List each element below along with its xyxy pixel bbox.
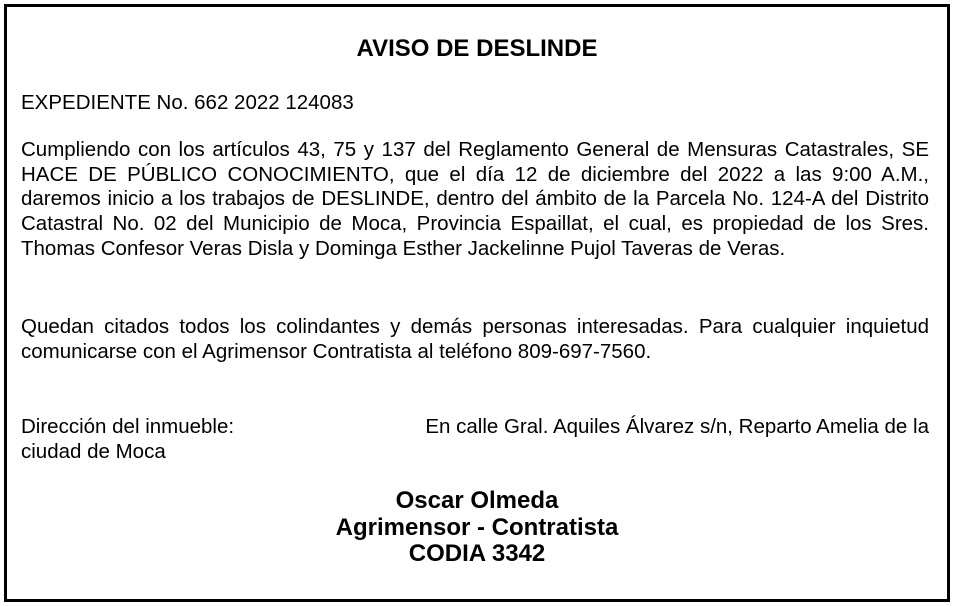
signature-name: Oscar Olmeda bbox=[395, 487, 559, 514]
signature-role: Agrimensor - Contratista bbox=[335, 513, 619, 541]
property-address bbox=[21, 415, 929, 464]
signature-block bbox=[7, 488, 947, 568]
notice-box bbox=[4, 4, 950, 602]
expediente-number: EXPEDIENTE No. 662 2022 124083 bbox=[21, 91, 354, 114]
notice-paragraph-contact: Quedan citados todos los colindantes y demás personas interesadas. Para cualquier inquietud comunicarse con el Agrimensor Contratista al teléfono 809-697-7560. bbox=[21, 315, 929, 363]
signature-codia: CODIA 3342 bbox=[408, 540, 546, 567]
address-line-1: En calle Gral. Aquiles Álvarez s/n, Reparto Amelia de la bbox=[425, 415, 929, 438]
address-label: Dirección del inmueble: bbox=[21, 415, 235, 438]
address-line-2: ciudad de Moca bbox=[21, 439, 166, 463]
notice-paragraph-main: Cumpliendo con los artículos 43, 75 y 137 del Reglamento General de Mensuras Catastrales, SE HACE DE PÚBLICO CONOCIMIENTO, que el día 12 de diciembre del 2022 a las 9:00 A.M., daremos inicio a los trabajos de DESLINDE, dentro del ámbito de la Parcela No. 124-A del Distrito Catastral No. 02 del Municipio de Moca, Provincia Espaillat, el cual, es propiedad de los Sres. Thomas Confesor Veras Disla y Dominga Esther Jackelinne Pujol Taveras de Veras. bbox=[21, 138, 929, 260]
notice-title: AVISO DE DESLINDE bbox=[356, 35, 598, 62]
